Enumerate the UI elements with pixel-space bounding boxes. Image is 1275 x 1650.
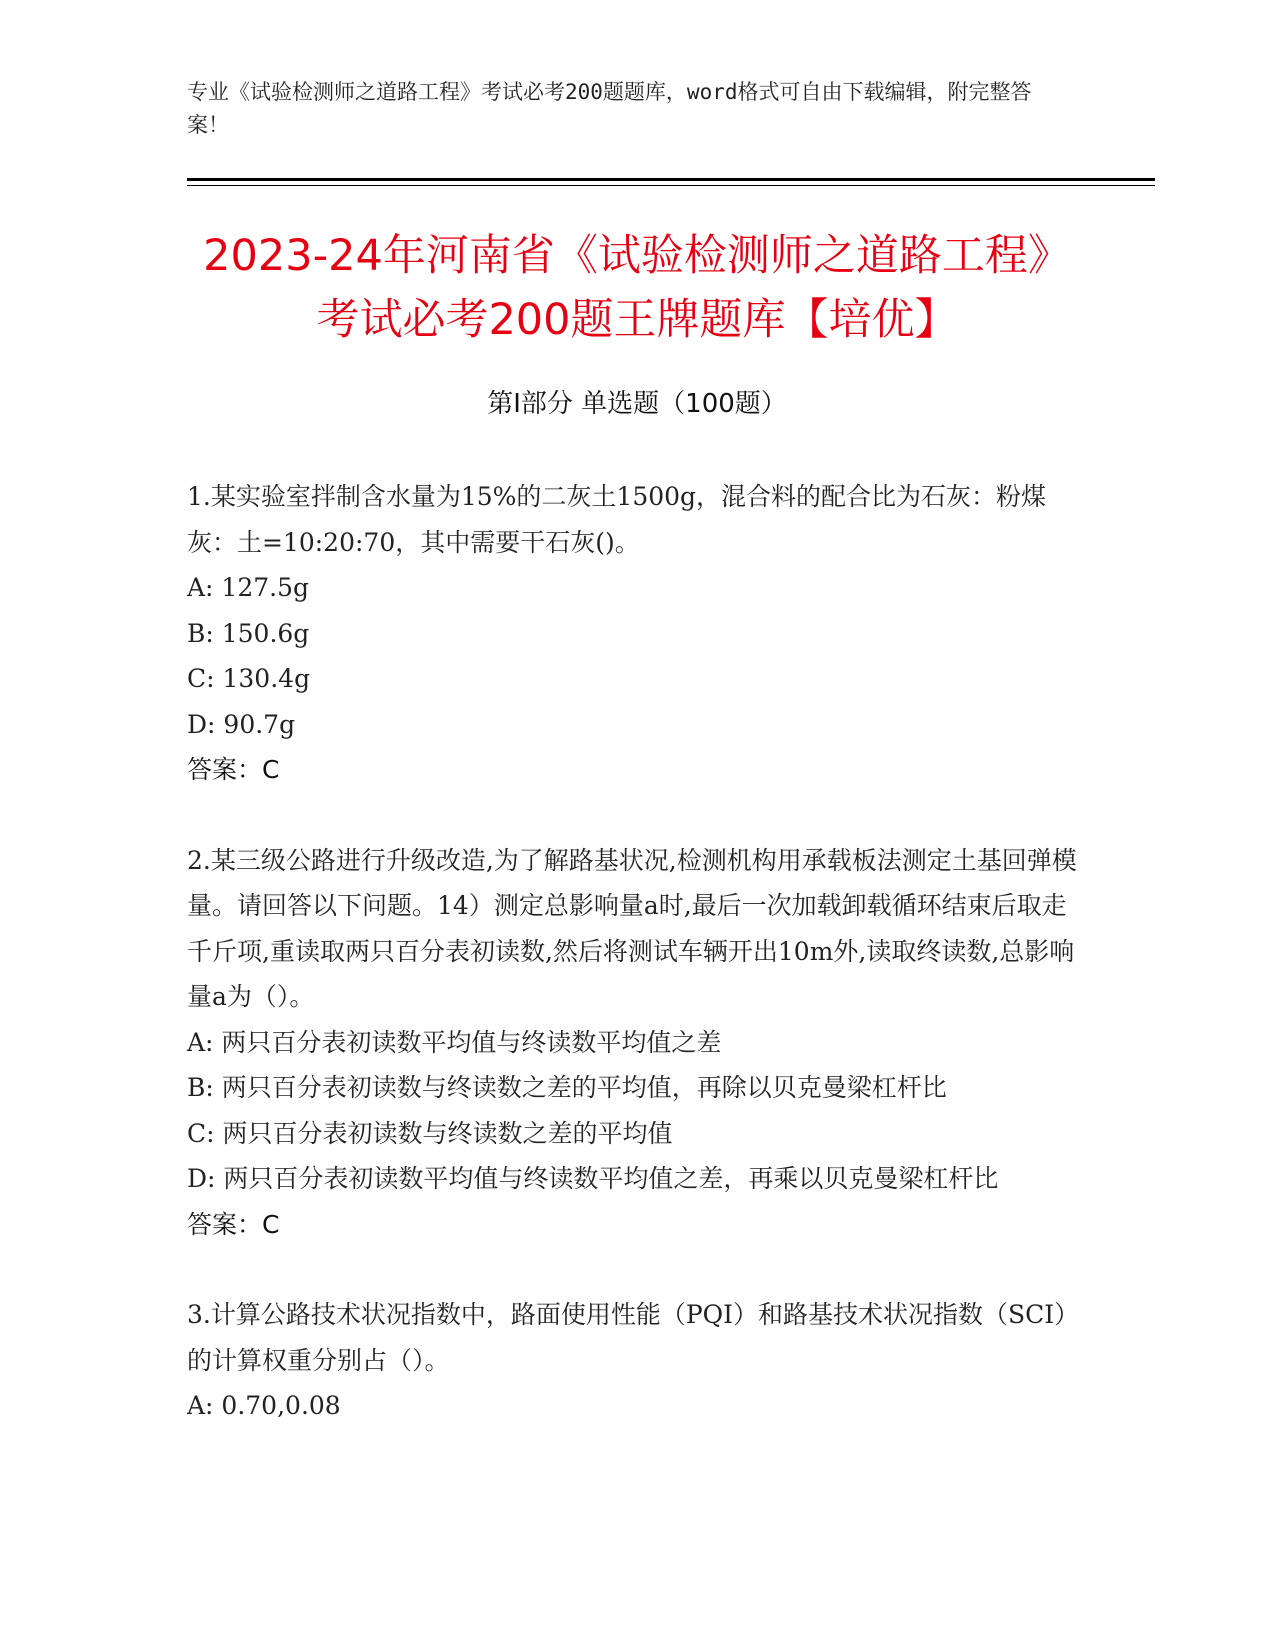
answer-text: 答案：C — [187, 1209, 280, 1239]
option-b: B: 两只百分表初读数与终读数之差的平均值，再除以贝克曼梁杠杆比 — [187, 1073, 947, 1102]
option-a: A: 127.5g — [187, 573, 309, 602]
question-item — [187, 1292, 1087, 1429]
document-title: 2023-24年河南省《试验检测师之道路工程》考试必考200题王牌题库【培优】 — [203, 231, 1071, 345]
section-heading: 第Ⅰ部分 单选题（100题） — [487, 389, 787, 419]
question-item — [187, 474, 1087, 793]
question-stem: 1.某实验室拌制含水量为15%的二灰土1500g，混合料的配合比为石灰：粉煤灰：土=10:20:70，其中需要干石灰()。 — [187, 482, 1047, 557]
option-a: A: 0.70,0.08 — [187, 1391, 341, 1420]
question-stem: 2.某三级公路进行升级改造,为了解路基状况,检测机构用承载板法测定土基回弹模量。请回答以下问题。14）测定总影响量a时,最后一次加载卸载循环结束后取走千斤项,重读取两只百分表初读数,然后将测试车辆开出10m外,读取终读数,总影响量a为（）。 — [187, 845, 1077, 1011]
question-stem: 3.计算公路技术状况指数中，路面使用性能（PQI）和路基技术状况指数（SCI）的计算权重分别占（）。 — [187, 1300, 1080, 1375]
header-note: 专业《试验检测师之道路工程》考试必考200题题库，word格式可自由下载编辑，附完整答案！ — [187, 80, 1032, 137]
header-divider-thin — [187, 185, 1155, 186]
answer-text: 答案：C — [187, 755, 280, 784]
option-d: D: 两只百分表初读数平均值与终读数平均值之差，再乘以贝克曼梁杠杆比 — [187, 1164, 999, 1193]
option-c: C: 130.4g — [187, 664, 311, 693]
header-divider-thick — [187, 178, 1155, 181]
question-item — [187, 838, 1087, 1248]
option-a: A: 两只百分表初读数平均值与终读数平均值之差 — [187, 1027, 722, 1057]
question-list — [187, 474, 1087, 1474]
option-d: D: 90.7g — [187, 709, 296, 739]
option-b: B: 150.6g — [187, 618, 310, 648]
option-c: C: 两只百分表初读数与终读数之差的平均值 — [187, 1118, 673, 1148]
